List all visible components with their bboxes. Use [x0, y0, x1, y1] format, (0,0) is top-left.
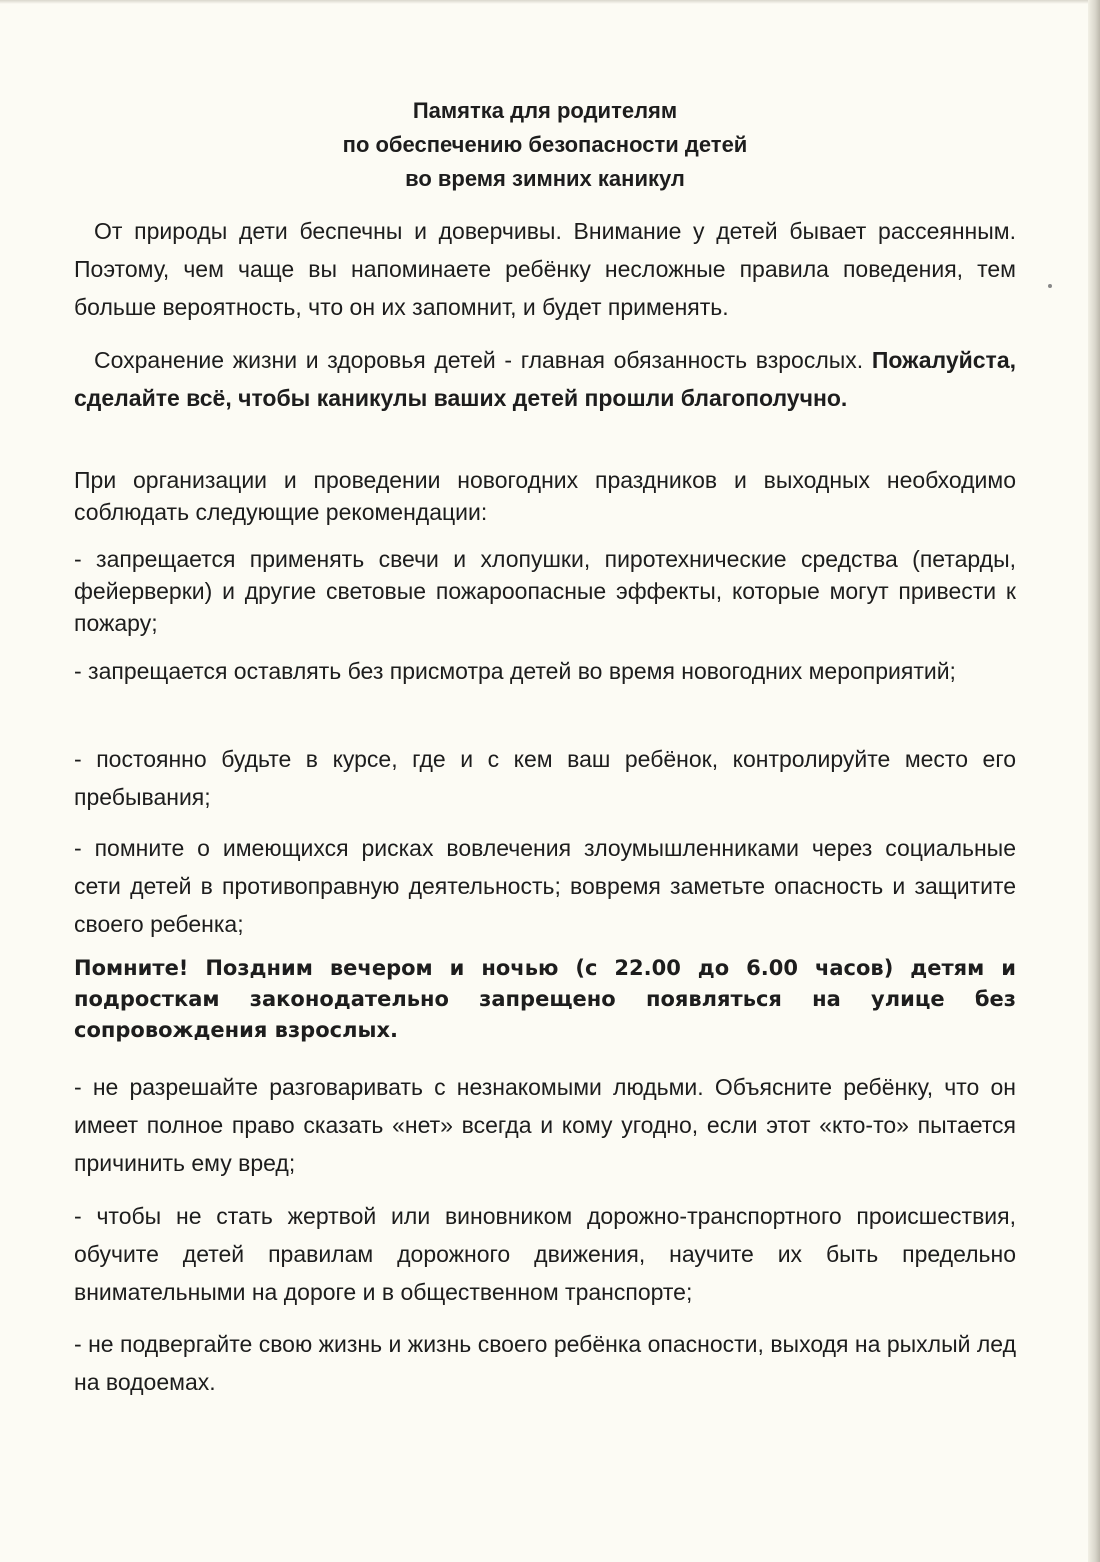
rule-item: [74, 829, 1016, 943]
rule-item: [74, 1325, 1016, 1401]
recommendations-intro: [74, 464, 1016, 528]
rule-text: - помните о имеющихся рисках вовлечения злоумышленниками через социальные сети детей в противоправную деятельность; вовремя заметьте опасность и защитите своего ребенка;: [74, 835, 1016, 937]
rule-item: [74, 655, 1016, 687]
recommendations-intro-text: При организации и проведении новогодних праздников и выходных необходимо соблюдать следующие рекомендации:: [74, 467, 1016, 525]
scan-speck: [1048, 284, 1052, 288]
intro-text: От природы дети беспечны и доверчивы. Внимание у детей бывает рассеянным. Поэтому, чем чаще вы напоминаете ребёнку несложные правила поведения, тем больше вероятность, что он их запомнит, и будет применять.: [74, 218, 1016, 320]
title-line-3: во время зимних каникул: [405, 166, 685, 191]
scan-edge-top: [0, 0, 1100, 4]
intro-paragraph: [74, 212, 1016, 326]
rule-text: - постоянно будьте в курсе, где и с кем ваш ребёнок, контролируйте место его пребывания;: [74, 746, 1016, 810]
rule-item: [74, 543, 1016, 639]
preservation-paragraph: [74, 341, 1016, 417]
rule-text: - не разрешайте разговаривать с незнакомыми людьми. Объясните ребёнку, что он имеет полное право сказать «нет» всегда и кому угодно, если этот «кто-то» пытается причинить ему вред;: [74, 1074, 1016, 1176]
rule-item: [74, 740, 1016, 816]
title-line-1: Памятка для родителям: [412, 98, 678, 123]
rule-item: [74, 1197, 1016, 1311]
title-line-2: по обеспечению безопасности детей: [342, 132, 748, 157]
curfew-warning-text: Помните! Поздним вечером и ночью (с 22.00 до 6.00 часов) детям и подросткам законодательно запрещено появляться на улице без сопровождения взрослых.: [74, 956, 1016, 1042]
rule-text: - чтобы не стать жертвой или виновником дорожно-транспортного происшествия, обучите детей правилам дорожного движения, научите их быть предельно внимательными на дороге и в общественном транспорте;: [74, 1203, 1016, 1305]
preservation-text: Сохранение жизни и здоровья детей - главная обязанность взрослых.: [94, 347, 864, 373]
curfew-warning: [74, 953, 1016, 1046]
document-title: [0, 94, 1090, 196]
scan-edge-right: [1088, 0, 1100, 1562]
preservation-bold-text: Пожалуйста, сделайте всё, чтобы каникулы ваших детей прошли благополучно.: [74, 347, 1017, 411]
rule-text: - не подвергайте свою жизнь и жизнь своего ребёнка опасности, выходя на рыхлый лед на водоемах.: [74, 1331, 1016, 1395]
rule-text: - запрещается оставлять без присмотра детей во время новогодних мероприятий;: [74, 658, 956, 684]
rule-text: - запрещается применять свечи и хлопушки, пиротехнические средства (петарды, фейерверки) и другие световые пожароопасные эффекты, которые могут привести к пожару;: [74, 546, 1016, 636]
rule-item: [74, 1068, 1016, 1182]
